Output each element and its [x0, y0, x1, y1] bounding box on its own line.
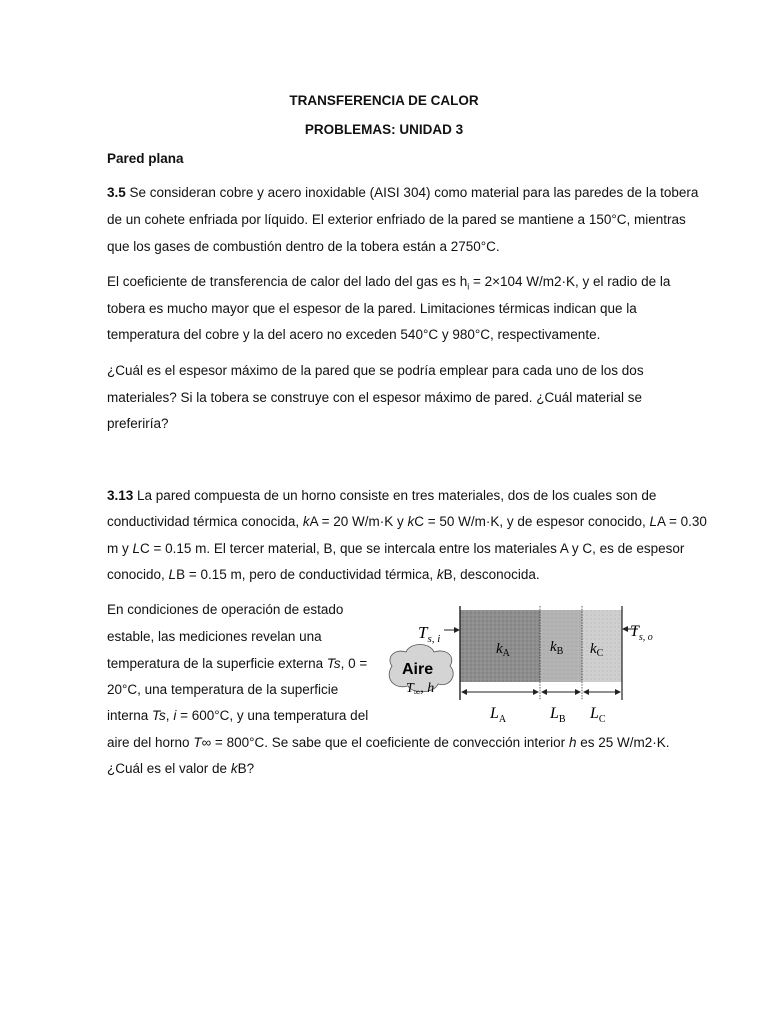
- problem-3-13-line-2: conductividad térmica conocida, kA = 20 W/m·K y kC = 50 W/m·K, y de espesor conocido, LA = 0.30: [107, 514, 707, 529]
- ts-i-label: $T_{s, i}$: [418, 623, 441, 645]
- problem-number: 3.13: [107, 488, 134, 503]
- problem-3-5-line-2: de un cohete enfriada por líquido. El exterior enfriado de la pared se mantiene a 150°C, mientras: [107, 212, 686, 227]
- kc-label: $k_C$: [590, 641, 604, 659]
- problem-3-13-line-3: m y LC = 0.15 m. El tercer material, B, que se intercala entre los materiales A y C, es de espesor: [107, 541, 685, 556]
- problem-3-13-line-6: estable, las mediciones revelan una: [107, 629, 322, 644]
- problem-3-5-line-5: tobera es mucho mayor que el espesor de la pared. Limitaciones térmicas indican que la: [107, 301, 637, 316]
- document-subtitle: PROBLEMAS: UNIDAD 3: [304, 122, 464, 137]
- composite-wall-figure: [378, 596, 660, 731]
- ka-label: $k_A$: [496, 641, 510, 659]
- problem-3-13-line-4: conocido, LB = 0.15 m, pero de conductividad térmica, kB, desconocida.: [107, 567, 540, 582]
- problem-3-13-line-5: En condiciones de operación de estado: [107, 602, 344, 617]
- layer-c: [582, 610, 622, 682]
- ts-o-label: $T_{s, o}$: [630, 623, 653, 643]
- problem-3-5-line-6: temperatura del cobre y la del acero no exceden 540°C y 980°C, respectivamente.: [107, 327, 601, 342]
- problem-3-13-line-11: ¿Cuál es el valor de kB?: [107, 761, 255, 776]
- problem-3-13-line-1: 3.13 La pared compuesta de un horno consiste en tres materiales, dos de los cuales son de: [107, 488, 657, 503]
- problem-3-5-line-8: materiales? Si la tobera se construye con el espesor máximo de pared. ¿Cuál material se: [107, 390, 643, 405]
- problem-3-5-line-1: 3.5 Se consideran cobre y acero inoxidable (AISI 304) como material para las paredes de la tobera: [107, 185, 699, 200]
- lb-label: $L_B$: [550, 705, 566, 725]
- section-heading: Pared plana: [107, 151, 184, 166]
- problem-3-13-line-9: interna Ts, i = 600°C, y una temperatura del: [107, 708, 369, 723]
- problem-number: 3.5: [107, 185, 126, 200]
- problem-3-5-line-4: El coeficiente de transferencia de calor del lado del gas es $h_i = 2\times 104$ W/m2·K, y el radio de la: [107, 274, 671, 292]
- problem-3-5-line-9: preferiría?: [107, 416, 169, 431]
- lc-label: $L_C$: [590, 705, 606, 725]
- problem-3-5-line-3: que los gases de combustión dentro de la tobera están a 2750°C.: [107, 239, 500, 254]
- problem-3-5-line-7: ¿Cuál es el espesor máximo de la pared que se podría emplear para cada uno de los dos: [107, 363, 644, 378]
- aire-label: Aire: [402, 661, 434, 678]
- problem-3-13-line-8: 20°C, una temperatura de la superficie: [107, 682, 339, 697]
- la-label: $L_A$: [490, 705, 507, 725]
- t-infinity-label: $T_\infty$, h: [406, 681, 435, 697]
- problem-3-13-line-10: aire del horno T∞ = 800°C. Se sabe que el coeficiente de convección interior h es 25 W/m2·K.: [107, 735, 670, 750]
- document-title: TRANSFERENCIA DE CALOR: [289, 93, 479, 108]
- kb-label: $k_B$: [550, 639, 564, 657]
- problem-3-13-line-7: temperatura de la superficie externa Ts, 0 =: [107, 656, 368, 671]
